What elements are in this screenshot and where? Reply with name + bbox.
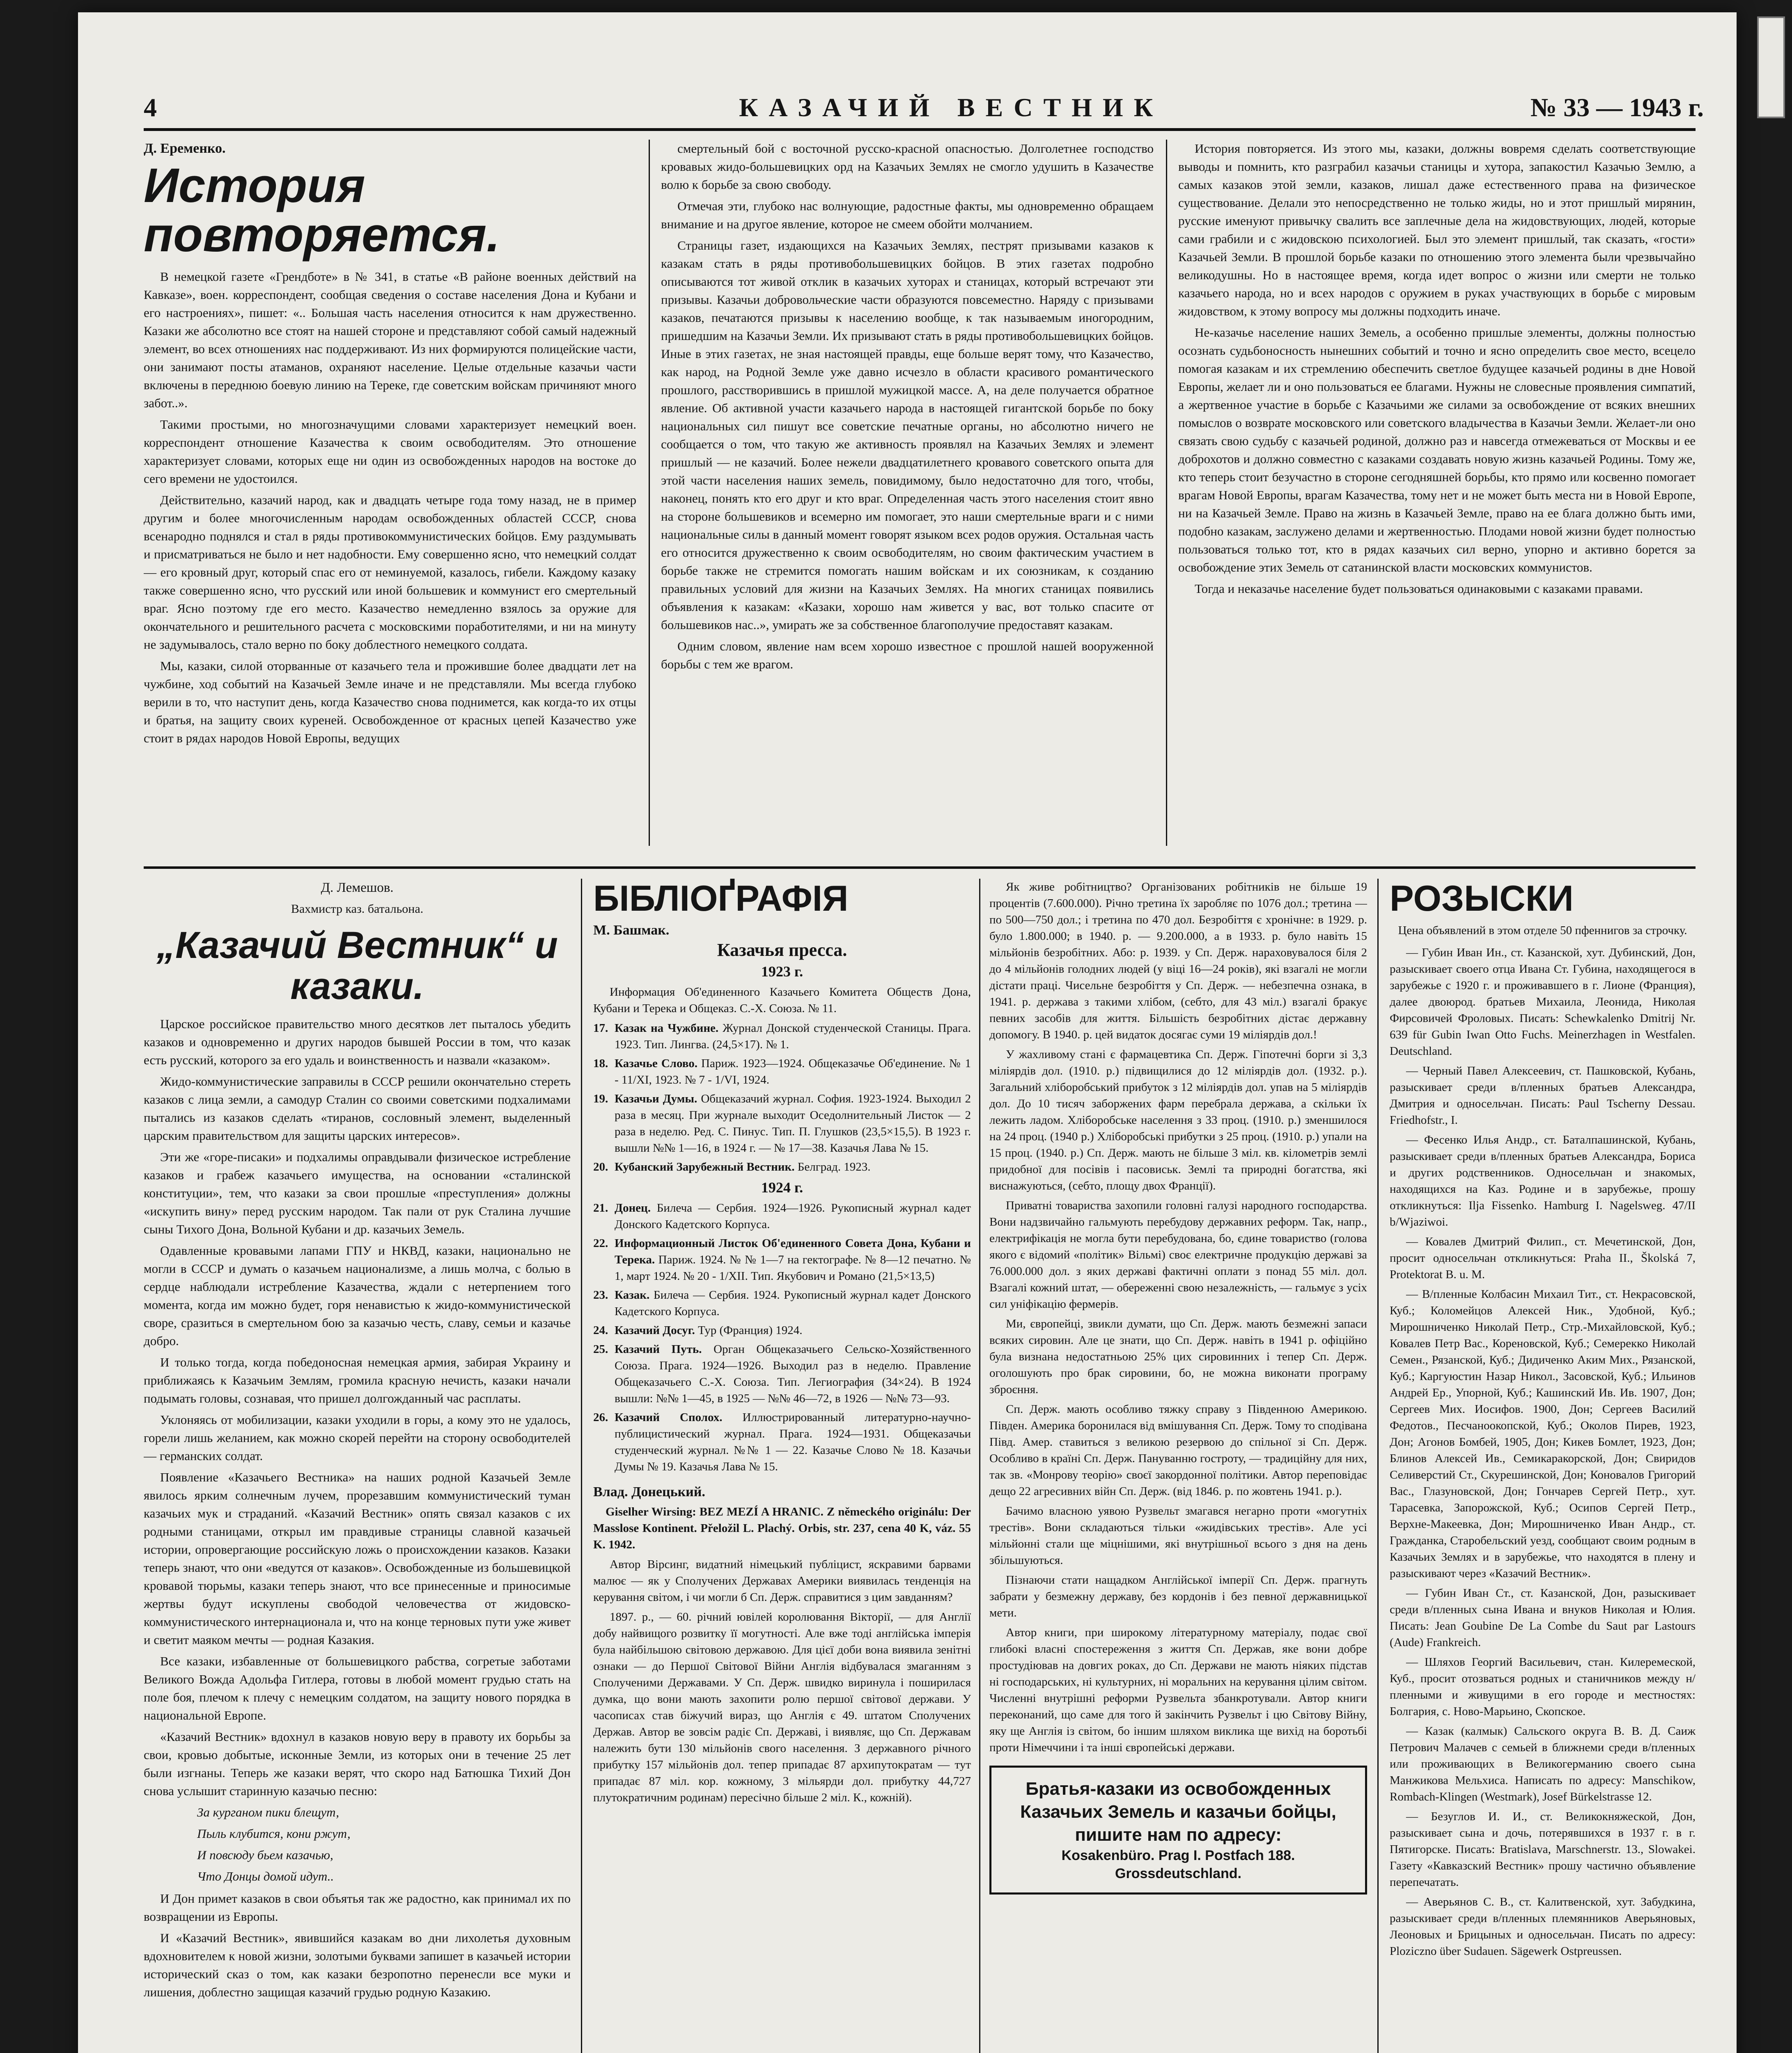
entry-title: Казачий Досуг. [615, 1324, 695, 1337]
paragraph: Появление «Казачьего Вестника» на наших родной Казачьей Земле явилось ярким солнечным лучем, прорезавшим коммунистический туман казачьих мук и страданий. «Казачий Вестник» опять связал казаков с их родными станицами, открыл им правдивые страницы славной казачьей истории, опровергающие российскую ложь о происхождении казаков. Казаки теперь знают, что они «ведутся от казаков». Освобожденные из большевицкой кровавой тюрьмы, казаки теперь знают, что все принесенные и приносимые жертвы будут искуплены свободой человечества от жидовско-коммунистического интернационала и, что на конце терновых пути уже живет и светит маяком мечты — родная Казакия. [144, 1470, 571, 1647]
column-divider [1166, 140, 1167, 846]
column-divider [649, 140, 650, 846]
rozysky-title: РОЗЫСКИ [1390, 879, 1574, 919]
year-heading: 1924 г. [761, 1179, 803, 1196]
history-column-1 [144, 140, 636, 850]
paragraph: Жидо-коммунистические заправилы в СССР решили окончательно стереть казаков с лица земли, а самодур Сталин со своими советскими подхалимами пытались из казаков сделать «тиранов, сословный элемент, выделенный царским правительством для защиты царских интересов». [144, 1074, 571, 1143]
entry-text: Журнал Донской студенческой Станицы. Прага. 1923. Тип. Лингва. (24,5×17). № 1. [615, 1022, 971, 1051]
paragraph: Царское российское правительство много десятков лет пыталось убедить казаков и одновременно и других народов бывшей России в том, что казак есть русский, которого за его удаль и воинственность и назвали «казаком». [144, 1017, 571, 1067]
entry-title: Казачье Слово. [615, 1057, 698, 1070]
bibliography-entry [593, 1409, 971, 1475]
review-reference: Giselher Wirsing: BEZ MEZÍ A HRANIC. Z německého originálu: Der Masslose Kontinent. Přeložil L. Plachý. Orbis, str. 237, cena 40 K, váz. 55 K. 1942. [593, 1505, 971, 1551]
notice-item: — В/пленные Колбасин Михаил Тит., ст. Некрасовской, Куб.; Коломейцов Алексей Ник., Удобной, Куб.; Мирошниченко Николай Петр., Стр.-Михайловской, Куб.; Ковалев Петр Вас., Кореновской, Куб.; Семерекко Николай Семен., Рязанской, Куб.; Дидиченко Аким Мих., Рязанской, Куб.; Каргуюстин Назар Никол., Засовской, Куб.; Ильинов Андрей Ер., Упорной, Куб.; Кашинский Ив. Ив. 1907, Дон; Сергеев Мих. Иосифов. 1900, Дон; Сергеев Василий Федотов., Песчаноокопской, Куб.; Околов Пирев, 1923, Дон; Агонов Бомбей, 1905, Дон; Кикев Бомлет, 1923, Дон; Блинов Алексей Ив., Семикаракорской, Дон; Свиридов Селиверстий Ст., Скурешинской, Дон; Коновалов Григорий Вас., Глазуновской, Дон; Гончарев Сергей Петр., хут. Тарасевка, Запорожской, Куб.; Осипов Сергей Петр., Верхне-Макеевка, Дон; Мирошниченко Иван Андр., ст. Гражданка, Старобельский уезд, сообщают своим родным в Казачьих Землях и в зарубежье, что находятся в плену и разыскивают через «Казачий Вестник». [1390, 1288, 1696, 1580]
paragraph: Отмечая эти, глубоко нас волнующие, радостные факты, мы одновременно обращаем внимание и на другое явление, которое не смеем обойти молчанием. [661, 199, 1154, 231]
verse-line: Пыль клубится, кони ржут, [197, 1826, 351, 1841]
notice-item: — Аверьянов С. В., ст. Калитвенской, хут. Забудкина, разыскивает среди в/пленных племянников Аверьяновых, Леоновых и Брицыных и односельчан. Писать по адресу: Ploziczno über Sudauen. Sägewerk Ostpreussen. [1390, 1895, 1696, 1958]
entry-number: 24. [593, 1324, 608, 1337]
entry-title: Кубанский Зарубежный Вестник. [615, 1160, 795, 1173]
paragraph: Действительно, казачий народ, как и двадцать четыре года тому назад, не в пример другим и более многочисленным народам освобожденных областей СССР, снова всенародно поднялся и стал в ряды противокоммунистических бойцов. Ему раздумывать и присматриваться не было и нет надобности. Ему совершенно ясно, что немецкий солдат — его кровный друг, который спас его от неминуемой, казалось, гибели. Каждому казаку также совершенно ясно, что русский или иной большевик и коммунист его смертельный враг. Ясно поэтому где его место. Казачество немедленно взялось за оружие для окончательного и решительного расчета с московскими поработителями, и ни на минуту не задумывалось, стало верно по боку доблестного немецкого солдата. [144, 493, 636, 652]
entry-body [615, 1322, 971, 1339]
entry-body [615, 1341, 971, 1407]
newspaper-title: КАЗАЧИЙ ВЕСТНИК [739, 93, 1164, 122]
paragraph: Мы, казаки, силой оторванные от казачьего тела и прожившие более двадцати лет на чужбине, ход событий на Казачьей Земле иначе и не представляли. Мы всегда глубоко верили в то, что наступит день, когда Казачество снова поднимется, как когда-то их отцы и братья, на защиту своих куреней. Освобожденное от красных цепей Казачество уже стоит в рядах народов Новой Европы, ведущих [144, 659, 636, 745]
notice-item: — Казак (калмык) Сальского округа В. В. Д. Саиж Петрович Малачев с семьей в ближнеми среди в/пленных или проживающих в Великогерманию своего сына Манжикова Мельхиса. Написать по адресу: Manschikow, Rombach-Klingen (Westmark), Josef Bürkelstrasse 12. [1390, 1725, 1696, 1803]
paragraph: Як живе робітництво? Організованих робітників не більше 19 процентів (7.600.000). Річно третина їх заробляє по 1076 дол.; третина — по 500—750 дол.; і третина по 470 дол. Безробіття є хронічне: в 1929. р. було 1.800.000; в 1940. р. — 9.200.000, а в 1933. р. було навіть 15 мільйонів безробітних. Або: р. 1939. у Сп. Держ. нараховувалося біля 2 до 4 мільйонів голодних людей (у віці 16—24 років), які взагалі не могли дістати праці. Чисельне безробіття у Сп. Держ. — небезпечна ознака, в 1941. р. держава з такими хлібом, (себто, для 43 міл.) взагалі бракує певних засобів для життя. Більшість безробітних дістає державну допомогу. В 1940. р. цей видаток досягає суми 19 міліярдів дол.! [989, 880, 1367, 1041]
entry-text: Тур (Франция) 1924. [698, 1324, 803, 1337]
paragraph: Тогда и неказачье население будет пользоваться одинаковыми с казаками правами. [1195, 581, 1643, 596]
bibliography-entry [593, 1287, 971, 1320]
entry-text: Орган Общеказачьего Сельско-Хозяйственного Союза. Прага. 1924—1926. Выходил раз в неделю. Правление Общеказачьего С.-Х. Союза. Тип. Легиография (34×24). В 1924 вышли: №№ 1—45, в 1925 — №№ 46—72, в 1926 — №№ 73—93. [615, 1343, 971, 1405]
notice-item: — Шляхов Георгий Васильевич, стан. Килеремеской, Куб., просит отозваться родных и станичников между н/пленными и живущими в его городе и местностях: Болгария, с. Ново-Марьино, Скопское. [1390, 1656, 1696, 1718]
entry-number: 23. [593, 1288, 608, 1302]
newspaper-page [78, 12, 1737, 2053]
paragraph: Приватні товариства захопили головні галузі народного господарства. Вони надзвичайно гальмують перебудову державних реформ. Так, напр., електрифікація не могла бути перебудована, бо, єдине товариство (голова якого є відомий «політик» Вільмі) своє електричне продукцію державі за 76.000.000 дол. з яких державі фактичні оплати з понад 55 міл. дол. Взагалі кожний штат, — обереженні свою незалежність, — гальмує з усіх сил уніфікацію фермерів. [989, 1199, 1367, 1311]
bibliography-author: М. Башмак. [593, 923, 670, 938]
article-headline: „Казачий Вестник“ и казаки. [156, 924, 558, 1007]
intro-entry: Информация Об'единенного Казачьего Комитета Обществ Дона, Кубани и Терека и Общеказ. С.-Х. Союза. № 11. [593, 985, 971, 1015]
column-divider [1377, 879, 1379, 2053]
paragraph: Все казаки, избавленные от большевицкого рабства, согретые заботами Великого Вожда Адольфа Гитлера, готовы в любой момент грудью стать на поле боя, плечом к плечу с немецким солдатом, на защиту нового порядка в национальной Европе. [144, 1654, 571, 1722]
usa-review-column [989, 879, 1367, 2053]
notice-item: — Безуглов И. И., ст. Великокняжеской, Дон, разыскивает сына и дочь, потерявшихся в 1937 г. в г. Пятигорске. Писать: Bratislava, Marschnerstr. 13., Slowakei. Газету «Кавказский Вестник» прошу частично объявление перепечатать. [1390, 1810, 1696, 1889]
notice-item: — Губин Иван Ст., ст. Казанской, Дон, разыскивает среди в/пленных сына Ивана и внуков Николая и Юлия. Писать: Jean Goubine De La Combe du Saut par Lastours (Aude) Frankreich. [1390, 1587, 1696, 1649]
notice-item: — Ковалев Дмитрий Филип., ст. Мечетинской, Дон, просит односельчан откликнуться: Praha II., Školská 7, Protektorat B. u. M. [1390, 1235, 1696, 1281]
entry-text: Общеказачий журнал. София. 1923-1924. Выходил 2 раза в месяц. При журнале выходит Оседолнительный Листок — 2 раза в неделю. Ред. С. Пинус. Тип. П. Глушков (23,5×15,5). В 1923 г. вышли №№ 1—16, в 1924 г. — № 17—38. Казачья Лава № 15. [615, 1092, 971, 1155]
price-note: Цена объявлений в этом отделе 50 пфеннигов за строчку. [1398, 924, 1687, 937]
entry-title: Казачий Сполох. [615, 1411, 723, 1424]
paragraph: И только тогда, когда победоносная немецкая армия, забирая Украину и приближаясь к Казачьим Землям, громила красную нечисть, казаки начали подымать головы, сознавая, что пришел долгожданный час расплаты. [144, 1355, 571, 1405]
entry-number: 19. [593, 1092, 608, 1105]
entry-number: 21. [593, 1201, 608, 1215]
paragraph: Пізнаючи стати нащадком Англійської імперії Сп. Держ. прагнуть забрати у безмежну державу, без кордонів і без певної державницької мети. [989, 1573, 1367, 1619]
paragraph: Страницы газет, издающихся на Казачьих Землях, пестрят призывами казаков к казакам стать в ряды противобольшевицких бойцов. В этих газетах подробно описываются тот живой отклик в казачьих хуторах и станицах, который встречают эти призывы. Казачьи добровольческие части образуются повсеместно. Наряду с призывами казаков, печатаются призывы к населению вообще, к так называемым иногородним, пришедшим на Казачьи Земли. Их призывают стать в ряды противобольшевицких бойцов. Иные в этих газетах, не зная настоящей правды, еще больше верят тому, что Казачество, как народ, на Родной Земле уже давно исчезло в области красивого романтического прошлого, расстворившись в пришлой мужицкой массе. А, на деле получается обратное явление. Об активной участи казачьего народа в настоящей гигантской борьбе по боку национальных сил пишут все советские печатные органы, но абсолютно ничего не сообщается о том, что такую же активность проявлял на Казачьих Землях и элемент пришлый — не казачий. Более нежели двадцатилетнего кровавого советского опыта для этой части населения наших земель, повидимому, было недостаточно для того, чтобы, наконец, понять кто его друг и кто враг. Определенная часть этого населения стоит явно на стороне большевиков и всемерно им помогает, это наши смертельные враги и с ними национальные силы в данный момент говорят языком всех родов оружия. Остальная часть его относится дружественно к своим освободителям, но своим фактическим участием в борьбе также не стремится помогать нашим войскам и их союзникам, к созданию правильных условий для жизни на Казачьих Землях. На многих станицах появились объявления к казакам: «Казаки, хорошо нам живется у вас, вот только спасите от большевиков нас..», умирать же за собственное благополучие предоставят казакам. [661, 238, 1154, 632]
entry-number: 20. [593, 1160, 608, 1173]
bibliography-entry [593, 1235, 971, 1284]
entry-title: Казак. [615, 1288, 650, 1302]
entry-title: Информационный Листок Об'единенного Совета Дона, Кубани и Терека. [615, 1237, 971, 1266]
review-author: Влад. Донецький. [593, 1484, 705, 1500]
masthead-rule [144, 128, 1696, 131]
paragraph: Одавленные кровавыми лапами ГПУ и НКВД, казаки, национально не могли в СССР и думать о казачьем национализме, а лишь молча, с болью в сердце наблюдали истребление Казачества, ждали с нетерпением того момента, когда им можно будет, горя ненавистью к жидо-коммунистической своре, сразиться в смертельном бою за казачью честь, славу, семьи и казачье добро. [144, 1243, 571, 1348]
entry-text: Париж. 1923—1924. Общеказачье Об'единение. № 1 - 11/XI, 1923. № 7 - 1/VI, 1924. [615, 1057, 971, 1086]
address-box-address: Kosakenbüro. Prag I. Postfach 188. Grossdeutschland. [1061, 1848, 1295, 1881]
masthead [144, 92, 1704, 125]
entry-title: Казачий Путь. [615, 1343, 702, 1356]
paragraph: Не-казачье население наших Земель, а особенно пришлые элементы, должны полностью осознать судьбоносность нынешних событий и точно и ясно определить свое место, всецело помогая казакам и их стремлению обеспечить светлое будущее казачьей родины в дне Новой Европы, желает ли и оно пользоваться ее благами. Нужны не словесные проявления симпатий, а жертвенное участие в борьбе с Казачьими же силами за освобождение от всяких внешних помыслов о возврате московского или советского владычества в Казачьи Земли. Желает-ли оно связать свою судьбу с казачьей родиной, должно раз и навсегда отмежеваться от Москвы и ее доброхотов и должно совместно с казаками создавать новую жизнь казачьей Родины. Тому же, кто теперь стоит безучастно в стороне сегодняшней борьбы, кто прямо или косвенно помогает врагам Новой Европы, врагам Казачества, тому нет и не может быть места ни в Новой Европе, ни на Казачьей Земле. Право на жизнь в Казачьей Земле, право на ее блага должно быть ими, подобно казакам, заслужено делами и жертвенностью. Плодами новой жизни будет полностью пользоваться только тот, кто в рядах казачьих сил верно, упорно и активно борется за освобождение этих Земель от сатанинской власти московских коммунистов. [1178, 325, 1696, 574]
bibliography-entry [593, 1055, 971, 1088]
entry-body [615, 1409, 971, 1475]
section-rule [144, 866, 1696, 869]
paragraph: «Казачий Вестник» вдохнул в казаков новую веру в правоту их борьбы за свои, кровью добытые, исконные Земли, из которых они в течение 25 лет были изгнаны. Теперь же казаки верят, что скоро над Батюшка Тихий Дон снова услышит старинную казачью песню: [144, 1729, 571, 1798]
entry-body [615, 1200, 971, 1233]
notice-item: — Губин Иван Ин., ст. Казанской, хут. Дубинский, Дон, разыскивает своего отца Ивана Ст. Губина, находящегося в зарубежье с 1920 г. и проживавшего в г. Лионе (Франция), далее двоюрод. братьев Михаила, Леонида, Николая Фирсовичей Фроловых. Писать: Schewkalenko Dmitrij Nr. 639 für Gubin Iwan Otto Fuchs. Meinerzhagen in Westfalen. Deutschland. [1390, 946, 1696, 1058]
paragraph: Ми, європейці, звикли думати, що Сп. Держ. мають безмежні запаси всяких сировин. Але це знати, що Сп. Держ. навіть в 1941 р. офіційно була визнана недостатньою 25% цих сировинних і тепер Сп. Держ. оголошують про брак сировини, бо, не можна виконати програму зброєння. [989, 1317, 1367, 1396]
paragraph: И Дон примет казаков в свои объятья так же радостно, как принимал их по возвращении из Европы. [144, 1891, 571, 1924]
bibliography-entry [593, 1341, 971, 1407]
entry-body [615, 1159, 971, 1175]
column-divider [581, 879, 582, 2053]
paragraph: Бачимо власною уявою Рузвельт змагався негарно проти «могутніх трестів». Вони складаються тільки «жидівських трестів». Але усі мільйонні стали ще міцнішими, які внутрішньої всього з дня на день збільшуються. [989, 1504, 1367, 1567]
paragraph: смертельный бой с восточной русско-красной опасностью. Долголетнее господство кровавых жидо-большевицких орд на Казачьих Землях не смогло удушить в Казачестве волю к борьбе за свою свободу. [661, 141, 1154, 192]
bibliography-entry [593, 1020, 971, 1053]
bibliography-subtitle: Казачья пресса. [717, 940, 847, 960]
vestnik-article [144, 879, 571, 2053]
entry-title: Донец. [615, 1201, 651, 1215]
bibliography-entry [593, 1091, 971, 1156]
verse-line: За курганом пики блещут, [197, 1805, 340, 1819]
paragraph: Одним словом, явление нам всем хорошо известное с прошлой нашей вооруженной борьбы с тем же врагом. [661, 639, 1154, 671]
paragraph: Такими простыми, но многозначущими словами характеризует немецкий воен. корреспондент отношение Казачества к своим освободителям. Это отношение характеризует словами, которых еще ни один из освобожденных народов на востоке до сего времени не удостоился. [144, 417, 636, 486]
bibliography-title: БІБЛІОҐРАФІЯ [593, 879, 849, 919]
page-number: 4 [144, 93, 157, 122]
column-divider [979, 879, 980, 2053]
entry-body [615, 1287, 971, 1320]
address-box [989, 1766, 1367, 1895]
notice-item: — Черный Павел Алексеевич, ст. Пашковской, Кубань, разыскивает среди в/пленных братьев Александра, Дмитрия и односельчан. Писать: Paul Tscherny Dessau. Friedhofstr., I. [1390, 1064, 1696, 1127]
entry-number: 26. [593, 1411, 608, 1424]
entry-number: 22. [593, 1237, 608, 1250]
paragraph: Автор Вірсинг, видатний німецький публіцист, яскравими барвами малює — як у Сполучених Державах Америки виявилась тенденція на керування світом, і чи могли б Сп. Держ. справитися з цим завданням? [593, 1558, 971, 1604]
article-author: Д. Лемешов. [321, 880, 394, 895]
entry-text: Иллюстрированный литературно-научно-публицистический журнал. Прага. 1924—1931. Общеказачьи студенческий журнал. №№ 1 — 22. Казачье Слово № 18. Казачьи Думы № 19. Казачья Лава № 15. [615, 1411, 971, 1473]
history-column-3 [1178, 140, 1696, 850]
rozysky-column [1390, 879, 1696, 2053]
bibliography-entry [593, 1200, 971, 1233]
entry-body [615, 1020, 971, 1053]
address-box-title: Братья-казаки из освобожденных Казачьих Земель и казачьи бойцы, пишите нам по адресу: [1020, 1779, 1336, 1845]
paragraph: Уклоняясь от мобилизации, казаки уходили в горы, а кому это не удалось, горели лишь желанием, как можно скорей перейти на сторону освободителей — германских солдат. [144, 1412, 571, 1463]
verse-line: Что Донцы домой идут.. [197, 1869, 334, 1883]
entry-title: Казачьи Думы. [615, 1092, 698, 1105]
article-headline: История повторяется. [144, 158, 500, 262]
entry-text: Билеча — Сербия. 1924—1926. Рукописный журнал кадет Донского Кадетского Корпуса. [615, 1201, 971, 1231]
bibliography-entry [593, 1159, 971, 1175]
entry-title: Казак на Чужбине. [615, 1022, 719, 1035]
paragraph: Автор книги, при широкому літературному матеріалу, подає свої глибокі власні спостереження з життя Сп. Держав, яке вони добре простудіював на довгих роках, до Сп. Держави не мають ніяких підстав ні господарських, ні культурних, ні моральних на керування цілим світом. Численні внутрішні реформи Рузвельта збанкротували. Автор книги переконаний, що саме для того й закінчить Рузвельт і цю Світову Війну, яку ще Англія із світом, бо іншим шляхом виклика ще вихід на боротьбі проти Німеччини і та інші європейські держави. [989, 1626, 1367, 1754]
author-rank: Вахмистр каз. батальона. [291, 902, 424, 916]
paragraph: Эти же «горе-писаки» и подхалимы оправдывали физическое истребление казаков и грабеж казачьего имущества, на основании «сталинской конституции», тем, что казаки за свои прошлые «преступления» должны «искупить вину» перед русским народом. Так пали от рук Сталина лучшие сыны Тихого Дона, Вольной Кубани и др. казачьих Земель. [144, 1150, 571, 1236]
notice-item: — Фесенко Илья Андр., ст. Баталпашинской, Кубань, разыскивает среди в/пленных братьев Александра, Бориса и других родственников. Односельчан и знакомых, находящихся на Каз. Родине и в зарубежье, прошу откликнуться: Ilja Fissenko. Hamburg I. Nagelsweg. 47/II b/Wjaziwoi. [1390, 1133, 1696, 1229]
page-edge-tab [1757, 16, 1785, 118]
history-column-2 [661, 140, 1154, 850]
entry-body [615, 1055, 971, 1088]
entry-number: 17. [593, 1022, 608, 1035]
article-author: Д. Еременко. [144, 141, 226, 156]
paragraph: У жахливому стані є фармацевтика Сп. Держ. Гіпотечні борги зі 3,3 міліярдів дол. (1910. р.) підвищилися до 12 міліярдів дол. (1932. р.). Загальний хліборобський прибуток з 12 міліярдів дол. упав на 5 міліярдів дол. До 10 тисяч заборжених фарм перебрала держава, а скільки їх лежить ладом. Хліборобське населення з 33 проц. (1910. р.) зменшилося на 24 проц. (1940 р.) Хліборобські прибутки з 25 проц. (1910. р.) упали на 15 проц. (1940. р.) Сп. Держ. мають не більше 3 міл. кв. кілометрів землі придобної для посівів і пасовиськ. Землі та природні богатства, які виснажуються, (себто, площу двох Франції). [989, 1048, 1367, 1192]
paragraph: И «Казачий Вестник», явившийся казакам во дни лихолетья духовным вдохновителем к новой жизни, золотыми буквами запишет в казачьей истории исторический сказ о том, как казаки безропотно перенесли все муки и лишения, доблестно защищая казачий грудью родную Казакию. [144, 1931, 571, 1999]
bibliography-entry [593, 1322, 971, 1339]
paragraph: В немецкой газете «Грендботе» в № 341, в статье «В районе военных действий на Кавказе», воен. корреспондент, сообщая сведения о составе населения Дона и Кубани и его настроениях», пишет: «.. Большая часть населения относится к нам дружественно. Казаки же абсолютно все стоят на нашей стороне и представляют собой самый надежный элемент, во всех отношениях нас поддерживают. Из них формируются полицейские части, они занимают посты атаманов, охраняют население. Целые отдельные казачьи части включены в переднюю боевую линию на Тереке, где советским войскам причиняют много забот..». [144, 269, 636, 410]
bibliography-column [593, 879, 971, 2053]
paragraph: 1897. р., — 60. річний ювілей королювання Вікторії, — для Англії добу найвищого розвитку її могутності. Але вже тоді англійська імперія була найбільшою світовою державою. Для цієї доби вона виявила зенітні ознаки — до Першої Світової Війни Англія відбувалася змаганням з Сполученими Державами. У Сп. Держ. швидко виринула і поширилася думка, що вони мають захопити ролю першої світової держави. У часописах став біжучий вираз, що Англія є 49. штатом Сполучених Держав. Автор ве зовсім радіє Сп. Державі, і виявляє, що Сп. Державам належить бути 130 мільйонів свого населення. З державного річного прибутку 157 мільйонів дол. тепер припадає 87 архипутократам — тут припадає 87 міл. кор. кожному, 3 мільярди дол. прибутку 44,727 плутократичним родинам) пересічно більше 2 міл. К., кожній). [593, 1610, 971, 1804]
entry-number: 18. [593, 1057, 608, 1070]
paragraph: Сп. Держ. мають особливо тяжку справу з Південною Америкою. Півден. Америка боронилася від вмішування Сп. Держ. Тому то сподівана Півд. Амер. ставиться з великою резервою до спільної зі Сп. Держ. Особливо в країні Сп. Держ. Пануванню гостроту, — традиційну для них, так зв. «Монрову теорію» своєї закордонної політики. Автор переповідає дещо 22 агресивних війн Сп. Держ. (від 1846. р. по жовтень 1941. р.). [989, 1403, 1367, 1498]
issue-number: № 33 — 1943 г. [1530, 93, 1704, 122]
paragraph: История повторяется. Из этого мы, казаки, должны вовремя сделать соответствующие выводы и помнить, кто разграбил казачьи станицы и хутора, запакостил Казачью Землю, а самых казаков этой земли, казаков, лишал даже естественного права на физическое существование. Делали это непосредственно не только жиды, но и этот пришлый мирянин, русские именуют привычку свалить все заплечные дела на жидовствующих, людей, которые сами грабили и с жидовскою психологией. Был это элемент пришлый, так сказать, «гости» Казачьей Земли. В прошлой борьбе казаки по отношению этого элемента были чрезвычайно великодушны. Но в настоящее время, когда идет вопрос о жизни или смерти не только казачьего народа, но и всех народов с оружием в руках участвующих в борьбе с мировым жидовством, к этому вопросу мы должны подходить иначе. [1178, 141, 1696, 318]
entry-text: Билеча — Сербия. 1924. Рукописный журнал кадет Донского Кадетского Корпуса. [615, 1288, 971, 1318]
entry-body [615, 1091, 971, 1156]
entry-text: Белград. 1923. [797, 1160, 871, 1173]
year-heading: 1923 г. [761, 963, 803, 980]
entry-number: 25. [593, 1343, 608, 1356]
verse-line: И повсюду бьем казачью, [197, 1848, 333, 1862]
entry-text: Париж. 1924. № № 1—7 на гектографе. № 8—12 печатно. № 1, март 1924. № 20 - 1/XII. Тип. Якубович и Романо (21,5×13,5) [615, 1253, 971, 1283]
entry-body [615, 1235, 971, 1284]
